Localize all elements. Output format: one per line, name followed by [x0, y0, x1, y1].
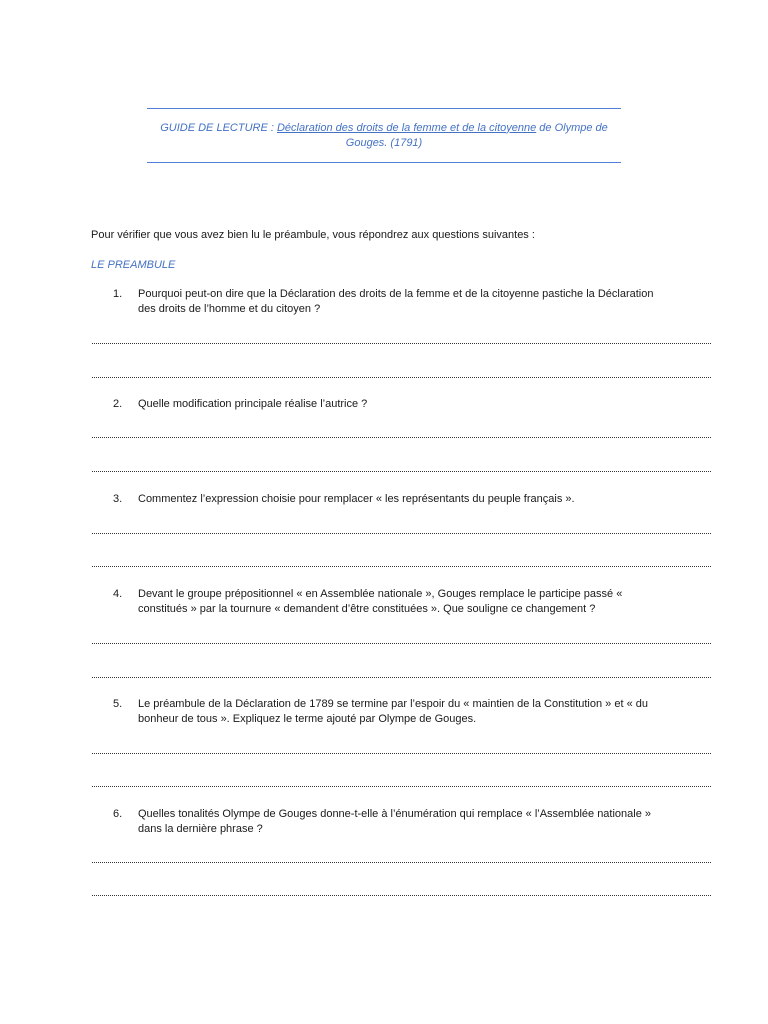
section-heading: LE PREAMBULE: [91, 259, 176, 271]
answer-line[interactable]: [92, 895, 711, 896]
instructions-text: Pour vérifier que vous avez bien lu le préambule, vous répondrez aux questions suivantes :: [91, 229, 535, 241]
question-4: [113, 587, 673, 617]
question-text: Commentez l’expression choisie pour remplacer « les représentants du peuple français ».: [138, 493, 575, 505]
answer-line[interactable]: [92, 753, 711, 754]
title-prefix: GUIDE DE LECTURE :: [160, 121, 277, 134]
question-1: [113, 287, 673, 317]
answer-line[interactable]: [92, 566, 711, 567]
question-6: [113, 807, 673, 837]
document-title: [147, 121, 621, 151]
question-number: 6.: [113, 808, 123, 820]
answer-line[interactable]: [92, 437, 711, 438]
work-title-link[interactable]: Déclaration des droits de la femme et de la citoyenne: [276, 121, 537, 134]
answer-line[interactable]: [92, 786, 711, 787]
document-title-block: [147, 108, 621, 163]
question-number: 5.: [113, 698, 123, 710]
question-5: [113, 697, 673, 727]
question-text: Quelles tonalités Olympe de Gouges donne-t-elle à l’énumération qui remplace « l’Assemblée nationale » dans la dernière phrase ?: [138, 808, 652, 835]
answer-line[interactable]: [92, 343, 711, 344]
question-text: Pourquoi peut-on dire que la Déclaration des droits de la femme et de la citoyenne pastiche la Déclaration des droits de l’homme et du citoyen ?: [138, 288, 654, 315]
answer-line[interactable]: [92, 677, 711, 678]
question-number: 1.: [113, 288, 123, 300]
question-2: [113, 397, 673, 412]
answer-line[interactable]: [92, 862, 711, 863]
title-suffix: de Olympe de Gouges. (1791): [345, 121, 608, 149]
question-number: 4.: [113, 588, 123, 600]
question-number: 2.: [113, 398, 123, 410]
question-number: 3.: [113, 493, 123, 505]
answer-line[interactable]: [92, 533, 711, 534]
answer-line[interactable]: [92, 471, 711, 472]
question-text: Quelle modification principale réalise l’autrice ?: [138, 398, 368, 410]
answer-line[interactable]: [92, 377, 711, 378]
question-text: Le préambule de la Déclaration de 1789 se termine par l’espoir du « maintien de la Constitution » et « du bonheur de tous ». Expliquez le terme ajouté par Olympe de Gouges.: [138, 698, 648, 725]
question-3: [113, 492, 673, 507]
answer-line[interactable]: [92, 643, 711, 644]
question-text: Devant le groupe prépositionnel « en Assemblée nationale », Gouges remplace le participe passé « constitués » par la tournure « demandent d’être constituées ». Que souligne ce changement ?: [138, 588, 623, 615]
